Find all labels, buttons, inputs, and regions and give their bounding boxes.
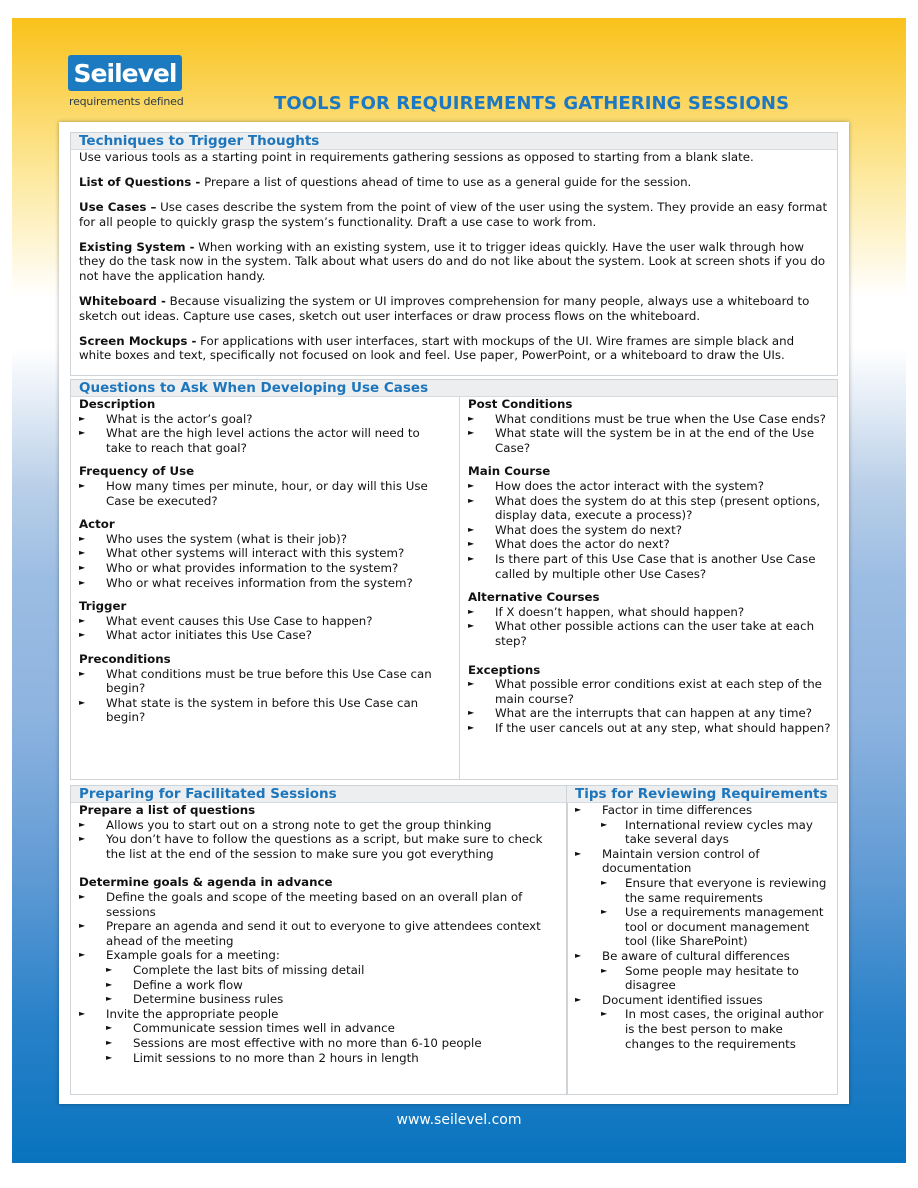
column-divider <box>459 397 460 779</box>
list-item: ► Prepare an agenda and send it out to everyone to give attendees context ahead of the meeting <box>79 919 563 948</box>
technique-text: Use cases describe the system from the point of view of the user using the system. They provide an easy format for all people to quickly grasp the system’s functionality. Draft a use case to work from. <box>79 200 828 229</box>
uc-heading-trigger: Trigger <box>79 599 127 614</box>
list-item: ► Who or what receives information from the system? <box>79 576 444 591</box>
list-item: ► What possible error conditions exist at each step of the main course? <box>468 677 834 706</box>
list-subitem: ► Determine business rules <box>106 992 563 1007</box>
list-item: ► Is there part of this Use Case that is another Use Case called by multiple other Use Cases? <box>468 552 834 581</box>
uc-heading-frequency: Frequency of Use <box>79 464 195 479</box>
technique-item <box>71 334 837 363</box>
list-subitem: ► Define a work flow <box>106 978 563 993</box>
technique-item <box>71 175 837 190</box>
footer-url[interactable]: www.seilevel.com <box>396 1112 522 1128</box>
use-cases-left-column <box>79 397 444 725</box>
list-subitem: ► In most cases, the original author is the best person to make changes to the requirements <box>601 1007 831 1051</box>
list-item: ► Maintain version control of documentation <box>575 847 831 876</box>
preparing-section <box>70 785 568 1095</box>
list-subitem: ► Use a requirements management tool or document management tool (like SharePoint) <box>601 905 831 949</box>
list-item: ► What does the system do next? <box>468 523 834 538</box>
preparing-content <box>79 803 563 1065</box>
technique-label: List of Questions - <box>79 175 201 190</box>
list-item: ► Document identified issues <box>575 993 831 1008</box>
list-item: ► What are the high level actions the actor will need to take to reach that goal? <box>79 426 444 455</box>
list-item: ► Be aware of cultural differences <box>575 949 831 964</box>
technique-label: Whiteboard - <box>79 294 166 309</box>
tips-title: Tips for Reviewing Requirements <box>567 786 837 803</box>
technique-label: Use Cases – <box>79 200 157 215</box>
technique-item <box>71 200 837 229</box>
use-cases-section <box>70 379 838 780</box>
use-cases-title: Questions to Ask When Developing Use Cases <box>71 380 837 397</box>
tips-content <box>575 803 831 1051</box>
tips-section <box>566 785 838 1095</box>
list-item: ► What conditions must be true before this Use Case can begin? <box>79 667 444 696</box>
uc-heading-exceptions: Exceptions <box>468 662 541 677</box>
logo-tagline: requirements defined <box>69 95 184 108</box>
list-item: ► What other possible actions can the user take at each step? <box>468 619 834 648</box>
uc-heading-post-conditions: Post Conditions <box>468 397 573 411</box>
technique-label: Existing System - <box>79 239 195 254</box>
list-item: ► What event causes this Use Case to happen? <box>79 614 444 629</box>
list-item: ► What does the system do at this step (present options, display data, execute a process)? <box>468 494 834 523</box>
techniques-title: Techniques to Trigger Thoughts <box>71 133 837 150</box>
technique-text: Because visualizing the system or UI improves comprehension for many people, always use a whiteboard to sketch out ideas. Capture use cases, sketch out user interfaces or draw process flows on the whiteboard. <box>79 294 810 323</box>
technique-text: Prepare a list of questions ahead of time to use as a general guide for the session. <box>200 175 692 190</box>
list-item: ► Who uses the system (what is their job)? <box>79 532 444 547</box>
list-item: ► If the user cancels out at any step, what should happen? <box>468 721 834 736</box>
techniques-section <box>70 132 838 376</box>
list-item: ► If X doesn’t happen, what should happen? <box>468 605 834 620</box>
list-item: ► You don’t have to follow the questions as a script, but make sure to check the list at the end of the session to make sure you got everything <box>79 832 563 861</box>
list-item: ► What conditions must be true when the Use Case ends? <box>468 412 834 427</box>
list-item: ► What other systems will interact with this system? <box>79 546 444 561</box>
technique-label: Screen Mockups - <box>79 333 197 348</box>
uc-heading-preconditions: Preconditions <box>79 651 171 666</box>
uc-heading-description: Description <box>79 397 156 411</box>
list-subitem: ► Sessions are most effective with no more than 6-10 people <box>106 1036 563 1051</box>
uc-heading-main-course: Main Course <box>468 464 551 479</box>
list-subitem: ► Some people may hesitate to disagree <box>601 964 831 993</box>
list-item: ► How does the actor interact with the system? <box>468 479 834 494</box>
list-item: ► Example goals for a meeting: <box>79 948 563 963</box>
list-item: ► Allows you to start out on a strong note to get the group thinking <box>79 818 563 833</box>
preparing-title: Preparing for Facilitated Sessions <box>71 786 567 803</box>
list-item: ► Factor in time differences <box>575 803 831 818</box>
list-item: ► What state is the system in before this Use Case can begin? <box>79 696 444 725</box>
list-item: ► Who or what provides information to the system? <box>79 561 444 576</box>
list-subitem: ► Complete the last bits of missing detail <box>106 963 563 978</box>
content-card <box>59 122 849 1104</box>
seilevel-logo: Seilevel <box>68 55 182 91</box>
list-item: ► Invite the appropriate people <box>79 1007 563 1022</box>
uc-heading-alternative-courses: Alternative Courses <box>468 590 600 605</box>
technique-text: For applications with user interfaces, start with mockups of the UI. Wire frames are simple black and white boxes and text, specifically not focused on look and feel. Use paper, PowerPoint, or a whiteboard to draw the UIs. <box>79 333 795 363</box>
list-subitem: ► Communicate session times well in advance <box>106 1021 563 1036</box>
technique-item <box>71 294 837 323</box>
list-item: ► Define the goals and scope of the meeting based on an overall plan of sessions <box>79 890 563 919</box>
list-item: ► What does the actor do next? <box>468 537 834 552</box>
list-item: ► What actor initiates this Use Case? <box>79 628 444 643</box>
list-subitem: ► Ensure that everyone is reviewing the same requirements <box>601 876 831 905</box>
list-item: ► What are the interrupts that can happen at any time? <box>468 706 834 721</box>
prep-heading-goals: Determine goals & agenda in advance <box>79 875 333 890</box>
prep-heading-questions: Prepare a list of questions <box>79 803 256 817</box>
technique-text: When working with an existing system, use it to trigger ideas quickly. Have the user walk through how they do the task now in the system. Talk about what users do and do not like about the system. Look at screen shots if you do not have the application handy. <box>79 239 826 284</box>
list-subitem: ► International review cycles may take several days <box>601 818 831 847</box>
list-item: ► What state will the system be in at the end of the Use Case? <box>468 426 834 455</box>
technique-item <box>71 240 837 284</box>
use-cases-right-column <box>468 397 834 735</box>
list-item: ► How many times per minute, hour, or day will this Use Case be executed? <box>79 479 444 508</box>
uc-heading-actor: Actor <box>79 517 115 532</box>
page-title: TOOLS FOR REQUIREMENTS GATHERING SESSIONS <box>274 93 790 114</box>
list-item: ► What is the actor’s goal? <box>79 412 444 427</box>
techniques-intro: Use various tools as a starting point in requirements gathering sessions as opposed to starting from a blank slate. <box>79 150 754 164</box>
list-subitem: ► Limit sessions to no more than 2 hours in length <box>106 1051 563 1066</box>
